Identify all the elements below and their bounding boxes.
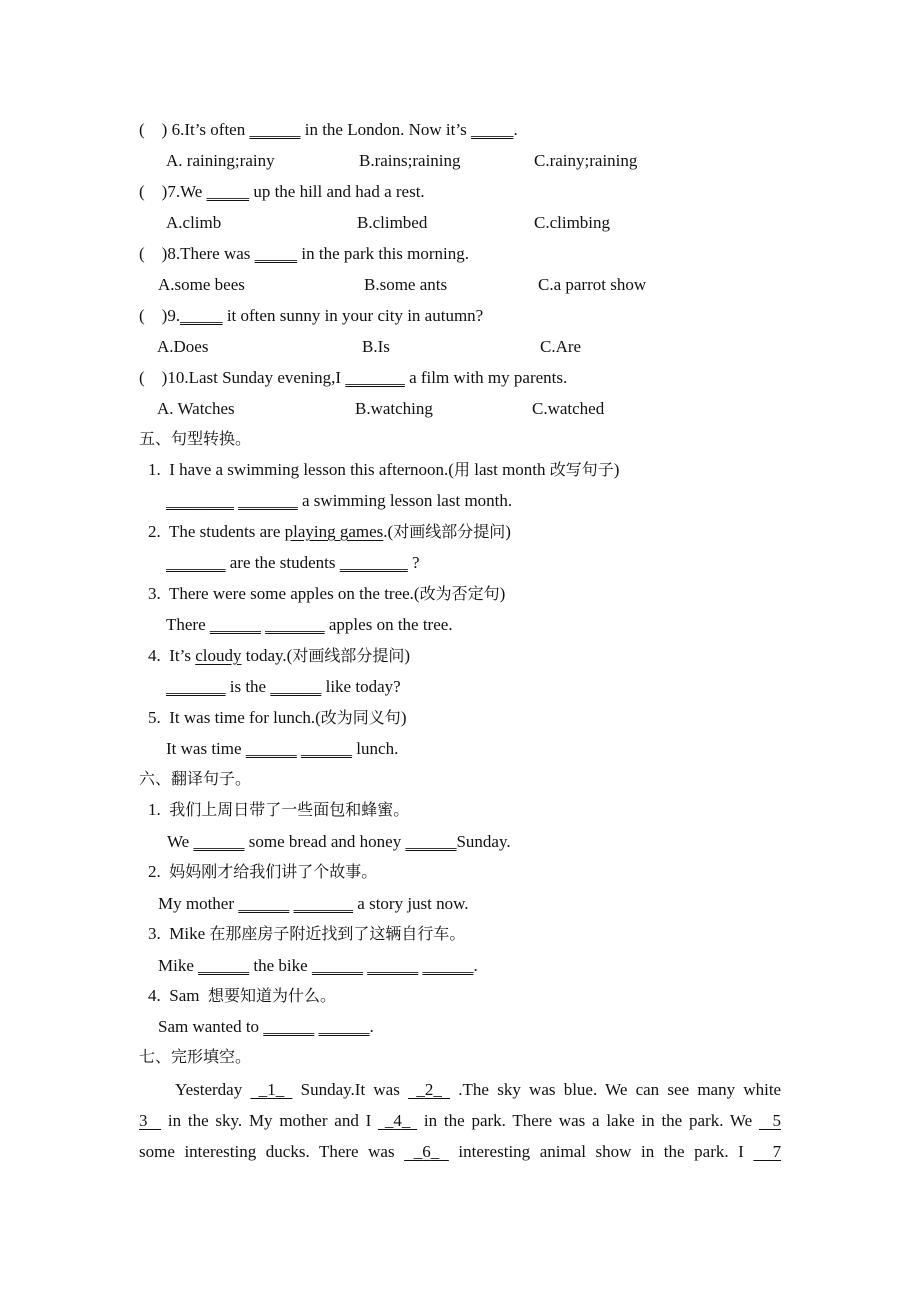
answer-blank[interactable]: ______ bbox=[245, 739, 297, 758]
option-c: C.rainy;raining bbox=[534, 151, 638, 170]
cloze-row-1: Yesterday _1_ Sunday.It was _2_ .The sky was blue. We can see many white bbox=[175, 1080, 782, 1099]
cloze-blank-7[interactable]: 7 bbox=[772, 1142, 782, 1161]
option-c: C.watched bbox=[532, 399, 605, 418]
answer-blank[interactable]: ______ bbox=[193, 832, 245, 851]
option-b: B.rains;raining bbox=[359, 151, 461, 170]
option-c: C.Are bbox=[540, 337, 582, 356]
option-c: C.climbing bbox=[534, 213, 611, 232]
cloze-blank-6[interactable]: _6_ bbox=[404, 1142, 449, 1161]
cloze-passage bbox=[139, 1074, 781, 1167]
option-a: A. raining;rainy bbox=[166, 151, 275, 170]
s5-item-2-answer: _______ are the students ________ ? bbox=[166, 553, 420, 572]
s6-item-3-prompt: 3. Mike 在那座房子附近找到了这辆自行车。 bbox=[148, 924, 466, 943]
blank: _____ bbox=[470, 120, 514, 139]
blank: _____ bbox=[180, 306, 223, 325]
s5-item-1-answer: ________ _______ a swimming lesson last month. bbox=[166, 491, 513, 510]
cloze-blank-4[interactable]: _4_ bbox=[378, 1111, 418, 1130]
option-a: A.some bees bbox=[158, 275, 245, 294]
answer-bracket[interactable]: ( ) bbox=[139, 306, 168, 325]
s5-item-4-prompt: 4. It’s cloudy today.(对画线部分提问) bbox=[148, 646, 411, 665]
section-5-heading: 五、句型转换。 bbox=[139, 429, 252, 448]
option-b: B.climbed bbox=[357, 213, 428, 232]
s6-item-3-answer: Mike ______ the bike ______ ______ ______. bbox=[158, 956, 478, 975]
answer-blank[interactable]: ________ bbox=[166, 491, 234, 510]
s5-item-4-answer: _______ is the ______ like today? bbox=[166, 677, 401, 696]
option-b: B.some ants bbox=[364, 275, 448, 294]
option-c: C.a parrot show bbox=[538, 275, 647, 294]
question-7-stem: ( )7.We _____ up the hill and had a rest. bbox=[139, 182, 425, 201]
answer-blank[interactable]: _______ bbox=[238, 491, 298, 510]
answer-blank[interactable]: ______ bbox=[198, 956, 250, 975]
answer-blank[interactable]: ______ bbox=[301, 739, 353, 758]
blank: _____ bbox=[254, 244, 298, 263]
answer-blank[interactable]: _______ bbox=[166, 553, 226, 572]
s6-item-2-answer: My mother ______ _______ a story just now. bbox=[158, 894, 469, 913]
answer-blank[interactable]: _______ bbox=[166, 677, 226, 696]
s5-item-3-answer: There ______ _______ apples on the tree. bbox=[166, 615, 453, 634]
answer-bracket[interactable]: ( ) bbox=[139, 244, 168, 263]
option-a: A.Does bbox=[157, 337, 209, 356]
s6-item-1-prompt: 1. 我们上周日带了一些面包和蜂蜜。 bbox=[148, 800, 410, 819]
question-8-stem: ( )8.There was _____ in the park this morning. bbox=[139, 244, 470, 263]
option-b: B.watching bbox=[355, 399, 433, 418]
cloze-row-3: some interesting ducks. There was _6_ interesting animal show in the park. I 7 bbox=[139, 1142, 782, 1161]
question-10-stem: ( )10.Last Sunday evening,I _______ a film with my parents. bbox=[139, 368, 568, 387]
answer-blank[interactable]: ______ bbox=[318, 1017, 370, 1036]
s6-item-4-prompt: 4. Sam 想要知道为什么。 bbox=[148, 986, 336, 1005]
answer-bracket[interactable]: ( ) bbox=[139, 182, 168, 201]
cloze-blank-2[interactable]: _2_ bbox=[408, 1080, 451, 1099]
answer-blank[interactable]: _______ bbox=[293, 894, 354, 913]
underlined-phrase: playing games bbox=[284, 522, 384, 541]
answer-blank[interactable]: ______ bbox=[238, 894, 290, 913]
section-6-heading: 六、翻译句子。 bbox=[139, 769, 252, 788]
s6-item-4-answer: Sam wanted to ______ ______. bbox=[158, 1017, 374, 1036]
s5-item-5-prompt: 5. It was time for lunch.(改为同义句) bbox=[148, 708, 407, 727]
answer-blank[interactable]: ______ bbox=[270, 677, 322, 696]
question-9-stem: ( )9._____ it often sunny in your city in autumn? bbox=[139, 306, 484, 325]
answer-bracket[interactable]: ( ) bbox=[139, 368, 168, 387]
option-a: A. Watches bbox=[157, 399, 235, 418]
answer-bracket[interactable]: ( ) bbox=[139, 120, 168, 139]
blank: _____ bbox=[206, 182, 250, 201]
blank: _______ bbox=[345, 368, 405, 387]
cloze-blank-5[interactable]: 5 bbox=[772, 1111, 781, 1130]
s6-item-1-answer: We ______ some bread and honey ______Sunday. bbox=[167, 832, 511, 851]
s6-item-2-prompt: 2. 妈妈刚才给我们讲了个故事。 bbox=[148, 862, 378, 881]
answer-blank[interactable]: ________ bbox=[339, 553, 408, 572]
cloze-blank-3[interactable]: 3 bbox=[139, 1111, 148, 1130]
answer-blank[interactable]: ______ bbox=[405, 832, 457, 851]
s5-item-1-prompt: 1. I have a swimming lesson this afternoon.(用 last month 改写句子) bbox=[148, 460, 620, 479]
blank: ______ bbox=[249, 120, 301, 139]
cloze-row-2: 3 in the sky. My mother and I _4_ in the park. There was a lake in the park. We 5 bbox=[139, 1111, 781, 1130]
answer-blank[interactable]: ______ bbox=[422, 956, 474, 975]
underlined-phrase: cloudy bbox=[195, 646, 242, 665]
answer-blank[interactable]: ______ bbox=[263, 1017, 315, 1036]
s5-item-3-prompt: 3. There were some apples on the tree.(改为否定句) bbox=[148, 584, 506, 603]
answer-blank[interactable]: _______ bbox=[265, 615, 325, 634]
question-6-stem: ( ) 6.It’s often ______ in the London. Now it’s _____. bbox=[139, 120, 518, 139]
answer-blank[interactable]: ______ bbox=[311, 956, 363, 975]
answer-blank[interactable]: ______ bbox=[367, 956, 419, 975]
s5-item-2-prompt: 2. The students are playing games.(对画线部分提问) bbox=[148, 522, 511, 541]
option-b: B.Is bbox=[362, 337, 390, 356]
cloze-blank-1[interactable]: _1_ bbox=[250, 1080, 293, 1099]
answer-blank[interactable]: ______ bbox=[209, 615, 261, 634]
section-7-heading: 七、完形填空。 bbox=[139, 1047, 252, 1066]
s5-item-5-answer: It was time ______ ______ lunch. bbox=[166, 739, 399, 758]
option-a: A.climb bbox=[166, 213, 222, 232]
